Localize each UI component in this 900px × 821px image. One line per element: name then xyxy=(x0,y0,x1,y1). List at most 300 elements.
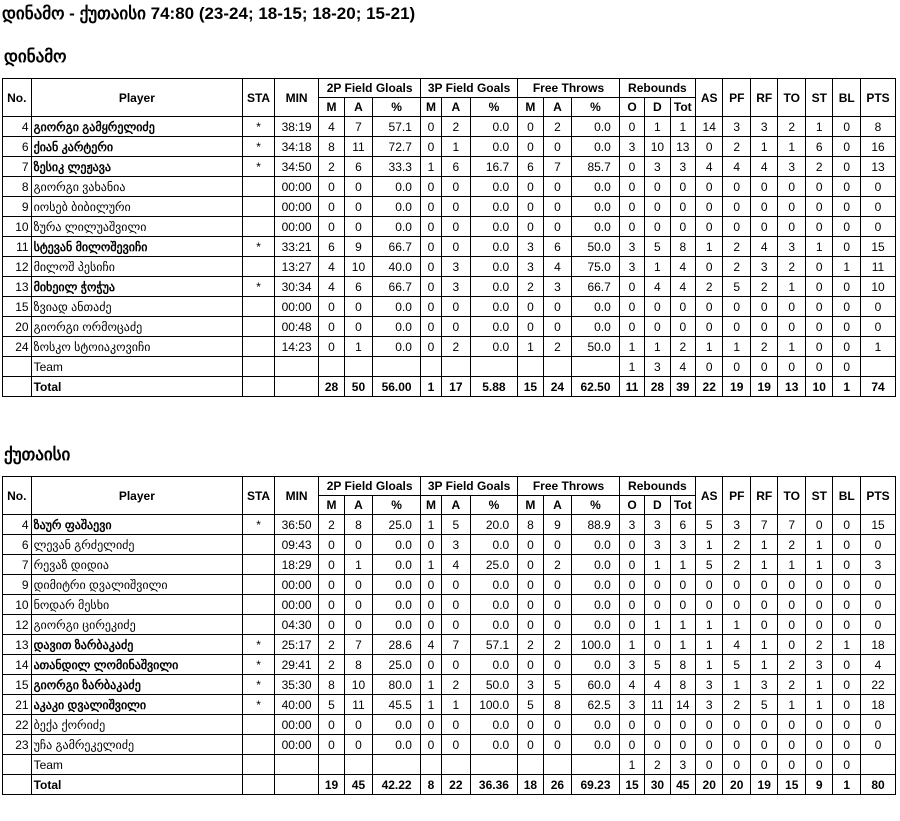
header-bl: BL xyxy=(833,79,861,117)
stat-st: 0 xyxy=(805,515,833,535)
stat-a3: 5 xyxy=(442,515,471,535)
player-row xyxy=(3,535,896,555)
minutes: 00:00 xyxy=(274,197,318,217)
header-pts: PTS xyxy=(860,79,895,117)
stat-a3: 0 xyxy=(442,715,471,735)
subheader-m: M xyxy=(319,496,344,515)
subheader-pct: % xyxy=(373,496,421,515)
total-p3: 5.88 xyxy=(470,377,518,397)
total-a3: 17 xyxy=(442,377,471,397)
stat-mf: 0 xyxy=(518,137,543,157)
total-as: 22 xyxy=(695,377,723,397)
stat-m2 xyxy=(319,755,344,775)
player-name: ბექა ქორიძე xyxy=(31,715,243,735)
stat-mf: 0 xyxy=(518,317,543,337)
stat-o: 1 xyxy=(619,635,644,655)
total-a3: 22 xyxy=(442,775,471,795)
stat-o: 3 xyxy=(619,655,644,675)
starter-mark xyxy=(243,197,275,217)
stat-tot: 0 xyxy=(670,575,695,595)
stat-pf_pct: 50.0 xyxy=(572,337,620,357)
minutes: 00:00 xyxy=(274,595,318,615)
stat-m3: 1 xyxy=(420,515,441,535)
stat-m3: 0 xyxy=(420,615,441,635)
stat-to: 0 xyxy=(778,297,806,317)
player-row xyxy=(3,635,896,655)
stat-pf_pct: 0.0 xyxy=(572,535,620,555)
stat-d: 5 xyxy=(645,655,670,675)
starter-mark: * xyxy=(243,655,275,675)
subheader-a: A xyxy=(543,98,572,117)
stat-m3: 0 xyxy=(420,137,441,157)
stat-bl: 0 xyxy=(833,117,861,137)
stat-m3: 0 xyxy=(420,217,441,237)
stat-pf: 0 xyxy=(723,297,751,317)
player-row xyxy=(3,317,896,337)
player-number: 6 xyxy=(3,535,32,555)
stat-p3: 0.0 xyxy=(470,177,518,197)
starter-mark xyxy=(243,535,275,555)
stat-bl: 0 xyxy=(833,237,861,257)
stat-af: 0 xyxy=(543,735,572,755)
stat-as: 1 xyxy=(695,635,723,655)
stat-d: 3 xyxy=(645,515,670,535)
stat-p3 xyxy=(470,357,518,377)
player-number: 9 xyxy=(3,575,32,595)
player-row xyxy=(3,217,896,237)
total-as: 20 xyxy=(695,775,723,795)
stat-af xyxy=(543,357,572,377)
stat-bl: 0 xyxy=(833,655,861,675)
stat-st: 1 xyxy=(805,535,833,555)
stat-pf_pct: 62.5 xyxy=(572,695,620,715)
stat-a3: 0 xyxy=(442,297,471,317)
stat-rf: 0 xyxy=(750,197,778,217)
stat-m3 xyxy=(420,755,441,775)
stat-af: 8 xyxy=(543,695,572,715)
stat-tot: 0 xyxy=(670,297,695,317)
stat-to: 0 xyxy=(778,197,806,217)
stat-mf: 0 xyxy=(518,217,543,237)
stat-af: 7 xyxy=(543,157,572,177)
stat-pf_pct: 0.0 xyxy=(572,735,620,755)
stat-a3: 3 xyxy=(442,277,471,297)
stat-m3: 0 xyxy=(420,117,441,137)
total-sta xyxy=(243,377,275,397)
total-to: 15 xyxy=(778,775,806,795)
subheader-m: M xyxy=(518,98,543,117)
stat-a2: 7 xyxy=(344,117,373,137)
minutes: 29:41 xyxy=(274,655,318,675)
stat-as: 1 xyxy=(695,337,723,357)
starter-mark: * xyxy=(243,695,275,715)
stat-mf: 0 xyxy=(518,297,543,317)
player-name: ქიან კარტერი xyxy=(31,137,243,157)
stat-a2: 8 xyxy=(344,655,373,675)
stat-pts: 0 xyxy=(860,197,895,217)
stat-d: 0 xyxy=(645,217,670,237)
stat-mf xyxy=(518,357,543,377)
stat-to: 0 xyxy=(778,755,806,775)
total-mf: 18 xyxy=(518,775,543,795)
player-name: მიხეილ ჭოჭუა xyxy=(31,277,243,297)
stat-m2: 0 xyxy=(319,735,344,755)
player-name: იოსებ ბიბილური xyxy=(31,197,243,217)
minutes: 36:50 xyxy=(274,515,318,535)
stat-m3: 1 xyxy=(420,675,441,695)
stat-pf: 2 xyxy=(723,237,751,257)
stat-p3: 0.0 xyxy=(470,217,518,237)
total-st: 9 xyxy=(805,775,833,795)
player-number xyxy=(3,755,32,775)
stat-to: 0 xyxy=(778,635,806,655)
stat-tot: 1 xyxy=(670,117,695,137)
stat-p3: 16.7 xyxy=(470,157,518,177)
stat-mf: 3 xyxy=(518,237,543,257)
stat-o: 0 xyxy=(619,117,644,137)
total-no xyxy=(3,775,32,795)
stat-a3: 4 xyxy=(442,555,471,575)
total-pf: 20 xyxy=(723,775,751,795)
stat-p2: 33.3 xyxy=(373,157,421,177)
stat-to: 1 xyxy=(778,277,806,297)
stat-to: 0 xyxy=(778,735,806,755)
stat-pf_pct: 85.7 xyxy=(572,157,620,177)
starter-mark: * xyxy=(243,137,275,157)
stat-m2: 0 xyxy=(319,555,344,575)
stat-pf: 3 xyxy=(723,515,751,535)
total-pf_pct: 62.50 xyxy=(572,377,620,397)
total-no xyxy=(3,377,32,397)
stat-p3: 0.0 xyxy=(470,277,518,297)
stat-o: 3 xyxy=(619,695,644,715)
stat-st: 1 xyxy=(805,117,833,137)
stat-pf: 0 xyxy=(723,755,751,775)
stat-pts xyxy=(860,755,895,775)
stat-m3 xyxy=(420,357,441,377)
stat-pf: 2 xyxy=(723,695,751,715)
stat-o: 0 xyxy=(619,555,644,575)
minutes: 14:23 xyxy=(274,337,318,357)
stat-st: 0 xyxy=(805,297,833,317)
total-mf: 15 xyxy=(518,377,543,397)
stat-as: 0 xyxy=(695,137,723,157)
stat-to: 0 xyxy=(778,317,806,337)
stat-pf_pct: 0.0 xyxy=(572,177,620,197)
stat-pf_pct: 0.0 xyxy=(572,595,620,615)
stat-st: 0 xyxy=(805,317,833,337)
stat-as: 0 xyxy=(695,257,723,277)
total-pf_pct: 69.23 xyxy=(572,775,620,795)
player-row xyxy=(3,177,896,197)
stat-mf: 0 xyxy=(518,197,543,217)
stat-a2: 8 xyxy=(344,515,373,535)
stat-rf: 3 xyxy=(750,117,778,137)
stat-d: 0 xyxy=(645,715,670,735)
total-tot: 45 xyxy=(670,775,695,795)
subheader-pct: % xyxy=(470,496,518,515)
stat-d: 5 xyxy=(645,237,670,257)
stat-p2: 0.0 xyxy=(373,715,421,735)
player-number: 14 xyxy=(3,655,32,675)
stat-p2: 25.0 xyxy=(373,515,421,535)
stat-to: 0 xyxy=(778,715,806,735)
stat-o: 0 xyxy=(619,297,644,317)
player-row xyxy=(3,735,896,755)
header-player: Player xyxy=(31,477,243,515)
stat-st: 0 xyxy=(805,277,833,297)
minutes: 00:00 xyxy=(274,217,318,237)
stat-d: 1 xyxy=(645,555,670,575)
stat-pf_pct: 0.0 xyxy=(572,655,620,675)
stat-mf: 3 xyxy=(518,257,543,277)
stat-rf: 3 xyxy=(750,675,778,695)
stat-a3: 3 xyxy=(442,257,471,277)
total-pts: 80 xyxy=(860,775,895,795)
stat-d: 0 xyxy=(645,197,670,217)
starter-mark: * xyxy=(243,157,275,177)
stat-mf: 0 xyxy=(518,117,543,137)
total-rf: 19 xyxy=(750,377,778,397)
stat-bl: 0 xyxy=(833,735,861,755)
stat-pf: 0 xyxy=(723,575,751,595)
minutes: 40:00 xyxy=(274,695,318,715)
player-row xyxy=(3,137,896,157)
minutes: 33:21 xyxy=(274,237,318,257)
player-row xyxy=(3,675,896,695)
stat-p2: 0.0 xyxy=(373,217,421,237)
stat-mf: 0 xyxy=(518,555,543,575)
stat-d: 0 xyxy=(645,297,670,317)
stat-rf: 7 xyxy=(750,515,778,535)
stat-m2: 2 xyxy=(319,157,344,177)
stat-m3: 0 xyxy=(420,197,441,217)
stat-tot: 0 xyxy=(670,197,695,217)
stat-bl: 0 xyxy=(833,357,861,377)
stat-to: 2 xyxy=(778,257,806,277)
stat-st: 1 xyxy=(805,675,833,695)
stat-pts: 10 xyxy=(860,277,895,297)
stat-mf: 3 xyxy=(518,675,543,695)
player-name: უჩა გამრეკელიძე xyxy=(31,735,243,755)
stat-pf_pct: 0.0 xyxy=(572,137,620,157)
stat-pts: 0 xyxy=(860,177,895,197)
player-name: რევაზ დიდია xyxy=(31,555,243,575)
stat-bl: 0 xyxy=(833,137,861,157)
stat-st: 0 xyxy=(805,595,833,615)
stat-p3: 0.0 xyxy=(470,117,518,137)
starter-mark xyxy=(243,357,275,377)
stat-st: 0 xyxy=(805,357,833,377)
stat-as: 0 xyxy=(695,177,723,197)
player-row xyxy=(3,357,896,377)
stat-af: 3 xyxy=(543,277,572,297)
header-min: MIN xyxy=(274,79,318,117)
stat-a2: 0 xyxy=(344,297,373,317)
stat-d: 2 xyxy=(645,755,670,775)
subheader-d: D xyxy=(645,496,670,515)
total-min xyxy=(274,775,318,795)
stat-p2 xyxy=(373,357,421,377)
stat-rf: 0 xyxy=(750,755,778,775)
stat-pts: 18 xyxy=(860,635,895,655)
stat-af xyxy=(543,755,572,775)
stat-af: 9 xyxy=(543,515,572,535)
stat-a2: 10 xyxy=(344,675,373,695)
stat-tot: 4 xyxy=(670,357,695,377)
stat-pts: 4 xyxy=(860,655,895,675)
player-row xyxy=(3,157,896,177)
stat-tot: 3 xyxy=(670,535,695,555)
stat-a2: 0 xyxy=(344,615,373,635)
stat-tot: 14 xyxy=(670,695,695,715)
stat-o: 4 xyxy=(619,675,644,695)
stat-m2: 0 xyxy=(319,177,344,197)
stat-pf: 1 xyxy=(723,615,751,635)
stat-tot: 0 xyxy=(670,317,695,337)
player-row xyxy=(3,595,896,615)
stat-as: 1 xyxy=(695,615,723,635)
starter-mark: * xyxy=(243,675,275,695)
header-as: AS xyxy=(695,477,723,515)
stat-a3: 0 xyxy=(442,317,471,337)
stat-to: 0 xyxy=(778,595,806,615)
player-number: 15 xyxy=(3,297,32,317)
stat-o: 0 xyxy=(619,197,644,217)
stat-d: 4 xyxy=(645,277,670,297)
stat-d: 3 xyxy=(645,157,670,177)
stat-rf: 0 xyxy=(750,735,778,755)
player-row xyxy=(3,297,896,317)
stat-a3: 7 xyxy=(442,635,471,655)
total-rf: 19 xyxy=(750,775,778,795)
stat-rf: 1 xyxy=(750,655,778,675)
stat-a2: 10 xyxy=(344,257,373,277)
stat-rf: 0 xyxy=(750,575,778,595)
stat-o: 3 xyxy=(619,237,644,257)
stat-bl: 1 xyxy=(833,635,861,655)
stat-m2: 0 xyxy=(319,197,344,217)
stat-o: 0 xyxy=(619,735,644,755)
total-label: Total xyxy=(31,377,243,397)
player-row xyxy=(3,257,896,277)
player-name: ზურა ლილუაშვილი xyxy=(31,217,243,237)
stat-to: 1 xyxy=(778,695,806,715)
boxscore-table-home xyxy=(2,78,896,397)
stat-pts: 0 xyxy=(860,217,895,237)
stat-tot: 4 xyxy=(670,277,695,297)
stat-st: 1 xyxy=(805,237,833,257)
stat-af: 0 xyxy=(543,177,572,197)
player-number: 8 xyxy=(3,177,32,197)
player-name: ზოსკო სტოიაკოვიჩი xyxy=(31,337,243,357)
subheader-a: A xyxy=(442,98,471,117)
stat-m2: 0 xyxy=(319,217,344,237)
stat-af: 0 xyxy=(543,197,572,217)
stat-p2: 0.0 xyxy=(373,575,421,595)
player-name: სტევან მილოშევიჩი xyxy=(31,237,243,257)
stat-mf: 1 xyxy=(518,337,543,357)
total-p2: 56.00 xyxy=(373,377,421,397)
header-min: MIN xyxy=(274,477,318,515)
stat-d: 4 xyxy=(645,675,670,695)
stat-p3: 0.0 xyxy=(470,655,518,675)
total-row xyxy=(3,775,896,795)
stat-as: 0 xyxy=(695,297,723,317)
total-tot: 39 xyxy=(670,377,695,397)
stat-a3: 0 xyxy=(442,595,471,615)
stat-m3: 1 xyxy=(420,695,441,715)
stat-o: 3 xyxy=(619,137,644,157)
subheader-m: M xyxy=(518,496,543,515)
header-st: ST xyxy=(805,477,833,515)
stat-p2: 0.0 xyxy=(373,595,421,615)
stat-o: 0 xyxy=(619,715,644,735)
stat-tot: 0 xyxy=(670,595,695,615)
stat-a2: 0 xyxy=(344,735,373,755)
subheader-pct: % xyxy=(572,496,620,515)
stat-rf: 0 xyxy=(750,217,778,237)
starter-mark xyxy=(243,337,275,357)
stat-pts: 0 xyxy=(860,735,895,755)
header-to: TO xyxy=(778,79,806,117)
stat-a3: 0 xyxy=(442,735,471,755)
total-m2: 19 xyxy=(319,775,344,795)
stat-st: 0 xyxy=(805,337,833,357)
stat-bl: 0 xyxy=(833,217,861,237)
total-pts: 74 xyxy=(860,377,895,397)
player-number: 23 xyxy=(3,735,32,755)
stat-rf: 5 xyxy=(750,695,778,715)
stat-to: 3 xyxy=(778,237,806,257)
stat-a2: 0 xyxy=(344,177,373,197)
stat-d: 1 xyxy=(645,337,670,357)
stat-to: 2 xyxy=(778,117,806,137)
stat-bl: 0 xyxy=(833,695,861,715)
stat-pts xyxy=(860,357,895,377)
stat-o: 1 xyxy=(619,357,644,377)
stat-mf: 0 xyxy=(518,735,543,755)
stat-rf: 0 xyxy=(750,317,778,337)
stat-mf: 0 xyxy=(518,575,543,595)
starter-mark xyxy=(243,755,275,775)
player-row xyxy=(3,515,896,535)
total-min xyxy=(274,377,318,397)
stat-p3: 0.0 xyxy=(470,297,518,317)
starter-mark xyxy=(243,715,275,735)
subheader-m: M xyxy=(420,496,441,515)
stat-pf_pct: 88.9 xyxy=(572,515,620,535)
stat-af: 2 xyxy=(543,337,572,357)
stat-af: 0 xyxy=(543,535,572,555)
player-number: 7 xyxy=(3,157,32,177)
player-number: 6 xyxy=(3,137,32,157)
stat-d: 0 xyxy=(645,635,670,655)
stat-as: 1 xyxy=(695,237,723,257)
header-reb: Rebounds xyxy=(619,477,695,496)
stat-pf: 3 xyxy=(723,117,751,137)
stat-as: 0 xyxy=(695,357,723,377)
stat-pf_pct: 0.0 xyxy=(572,715,620,735)
player-number: 10 xyxy=(3,595,32,615)
player-number: 15 xyxy=(3,675,32,695)
player-name: ზაურ ფაშაევი xyxy=(31,515,243,535)
stat-to: 0 xyxy=(778,615,806,635)
header-fg2: 2P Field Gloals xyxy=(319,477,421,496)
player-number: 21 xyxy=(3,695,32,715)
stat-a3: 0 xyxy=(442,197,471,217)
stat-st: 0 xyxy=(805,217,833,237)
